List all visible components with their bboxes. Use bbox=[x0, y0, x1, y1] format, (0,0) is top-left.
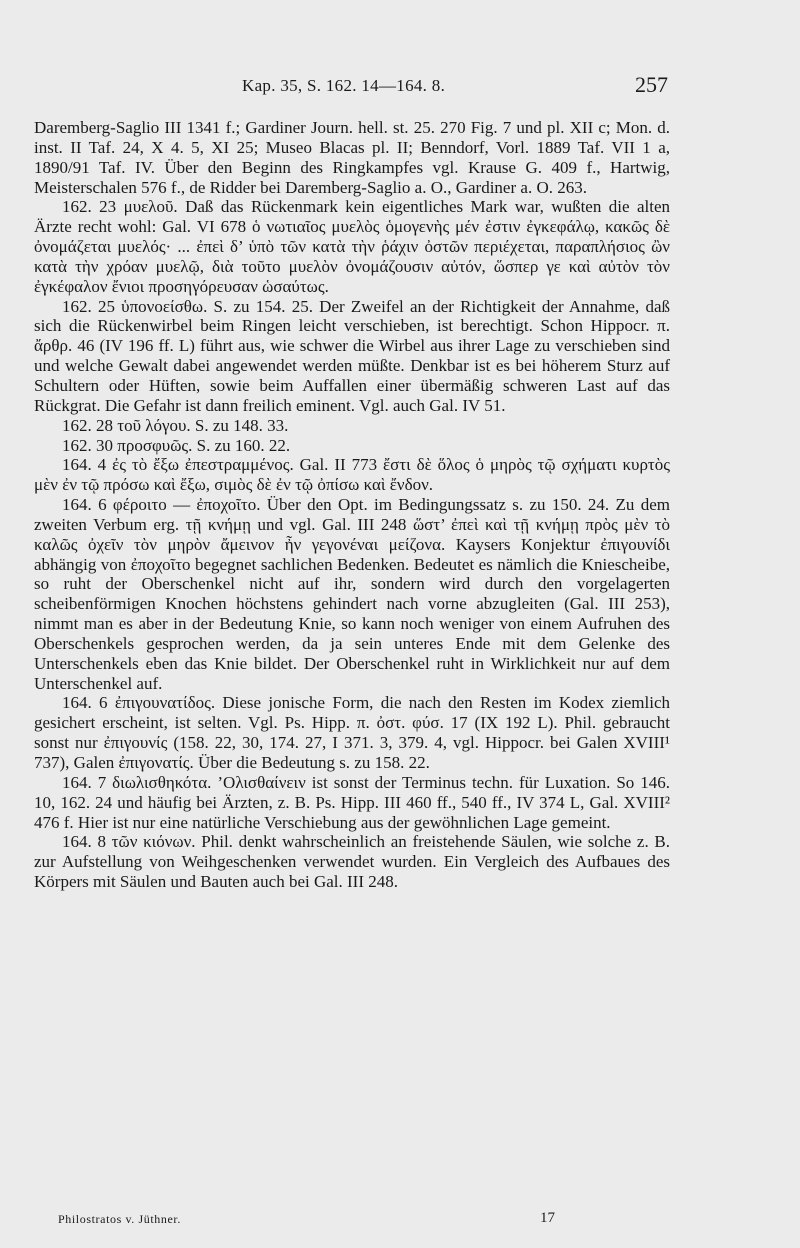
commentary-paragraph: 162. 25 ὑπονοείσθω. S. zu 154. 25. Der Zweifel an der Richtigkeit der Annahme, daß sich die Rückenwirbel beim Ringen leicht verschieben, ist berechtigt. Schon Hippocr. π. ἄρθρ. 46 (IV 196 ff. L) führt aus, wie schwer die Wirbel aus ihrer Lage zu verschieben sind und welche Gewalt dabei angewendet werden müßte. Denkbar ist es bei höherem Sturz auf Schultern oder Hüften, sowie beim Auffallen einer übermäßig schweren Last auf das Rückgrat. Die Gefahr ist dann freilich eminent. Vgl. auch Gal. IV 51. bbox=[34, 296, 670, 415]
sheet-number: 17 bbox=[540, 1210, 555, 1226]
commentary-paragraph: 164. 8 τῶν κιόνων. Phil. denkt wahrscheinlich an freistehende Säulen, wie solche z. B. zur Aufstellung von Weihgeschenken verwendet wurden. Ein Vergleich des Aufbaues des Körpers mit Säulen und Bauten auch bei Gal. III 248. bbox=[34, 832, 670, 892]
page-number: 257 bbox=[635, 72, 668, 97]
page-body bbox=[34, 118, 670, 892]
commentary-paragraph: 164. 6 φέροιτο — ἐποχοῖτο. Über den Opt. im Bedingungssatz s. zu 150. 24. Zu dem zweiten Verbum erg. τῇ κνήμῃ und vgl. Gal. III 248 ὥστ’ ἐπεὶ καὶ τῇ κνήμῃ πρὸς μὲν τὸ καλῶς ὀχεῖν τὸν μηρὸν ἄμεινον ἦν γεγονέναι μείζονα. Kaysers Konjektur ἐπιγουνίδι abhängig von ἐποχοῖτο begegnet sachlichen Bedenken. Bedeutet es nämlich die Kniescheibe, so ruht der Oberschenkel nicht auf ihr, sondern wird durch den vorgelagerten scheibenförmigen Knochen höchstens gehindert nach vorne abzugleiten (Gal. III 253), nimmt man es aber in der Bedeutung Knie, so kann noch weniger von einem Aufruhen des Oberschenkels gesprochen werden, da ja sein unteres Ende mit dem Gelenke des Unterschenkels eben das Knie bildet. Der Oberschenkel ruht in Wirklichkeit nur auf dem Unterschenkel auf. bbox=[34, 495, 670, 693]
page-header bbox=[32, 72, 668, 104]
commentary-paragraph: 164. 4 ἐς τὸ ἔξω ἐπεστραμμένος. Gal. II 773 ἔστι δὲ ὅλος ὁ μηρὸς τῷ σχήματι κυρτὸς μὲν ἐν τῷ πρόσω καὶ ἔξω, σιμὸς δὲ ἐν τῷ ὀπίσω καὶ ἔνδον. bbox=[34, 455, 670, 495]
commentary-paragraph: 164. 7 διωλισθηκότα. ’Ολισθαίνειν ist sonst der Terminus techn. für Luxation. So 146. 10, 162. 24 und häufig bei Ärzten, z. B. Ps. Hipp. III 460 ff., 540 ff., IV 374 L, Gal. XVIII² 476 f. Hier ist nur eine natürliche Verschiebung aus der gewöhnlichen Lage gemeint. bbox=[34, 772, 670, 832]
commentary-paragraph: 162. 30 προσφυῶς. S. zu 160. 22. bbox=[62, 435, 291, 455]
page-footer bbox=[58, 1210, 648, 1230]
running-head: Kap. 35, S. 162. 14—164. 8. bbox=[242, 76, 446, 95]
commentary-paragraph: 164. 6 ἐπιγουνατίδος. Diese jonische Form, die nach den Resten im Kodex ziemlich gesichert erscheint, ist selten. Vgl. Ps. Hipp. π. ὀστ. φύσ. 17 (IX 192 L). Phil. gebraucht sonst nur ἐπιγουνίς (158. 22, 30, 174. 27, I 371. 3, 379. 4, vgl. Hippocr. bei Galen XVIII¹ 737), Galen ἐπιγονατίς. Über die Bedeutung s. zu 158. 22. bbox=[34, 693, 670, 772]
signature-line: Philostratos v. Jüthner. bbox=[58, 1212, 181, 1226]
commentary-paragraph: Daremberg-Saglio III 1341 f.; Gardiner Journ. hell. st. 25. 270 Fig. 7 und pl. XII c; Mon. d. inst. II Taf. 24, X 4. 5, XI 25; Museo Blacas pl. II; Benndorf, Vorl. 1889 Taf. VII 1 a, 1890/91 Taf. IV. Über den Beginn des Ringkampfes vgl. Krause G. 409 f., Hartwig, Meisterschalen 576 f., de Ridder bei Daremberg-Saglio a. O., Gardiner a. O. 263. bbox=[34, 118, 670, 197]
commentary-paragraph: 162. 28 τοῦ λόγου. S. zu 148. 33. bbox=[62, 415, 289, 435]
commentary-paragraph: 162. 23 μυελοῦ. Daß das Rückenmark kein eigentliches Mark war, wußten die alten Ärzte recht wohl: Gal. VI 678 ὁ νωτιαῖος μυελὸς ὁμογενὴς μέν ἐστιν ἐγκεφάλῳ, κακῶς δὲ ὀνομάζεται μυελός· ... ἐπεὶ δ’ ὑπὸ τῶν κατὰ τὴν ῥάχιν ὀστῶν περιέχεται, παραπλήσιος ὢν κατὰ τὴν χρόαν μυελῷ, διὰ τοῦτο μυελὸν ὀνομάζουσιν αὐτόν, ὥσπερ γε καὶ αὐτὸν τὸν ἐγκέφαλον ἔνιοι προσηγόρευσαν ὡσαύτως. bbox=[34, 197, 670, 296]
